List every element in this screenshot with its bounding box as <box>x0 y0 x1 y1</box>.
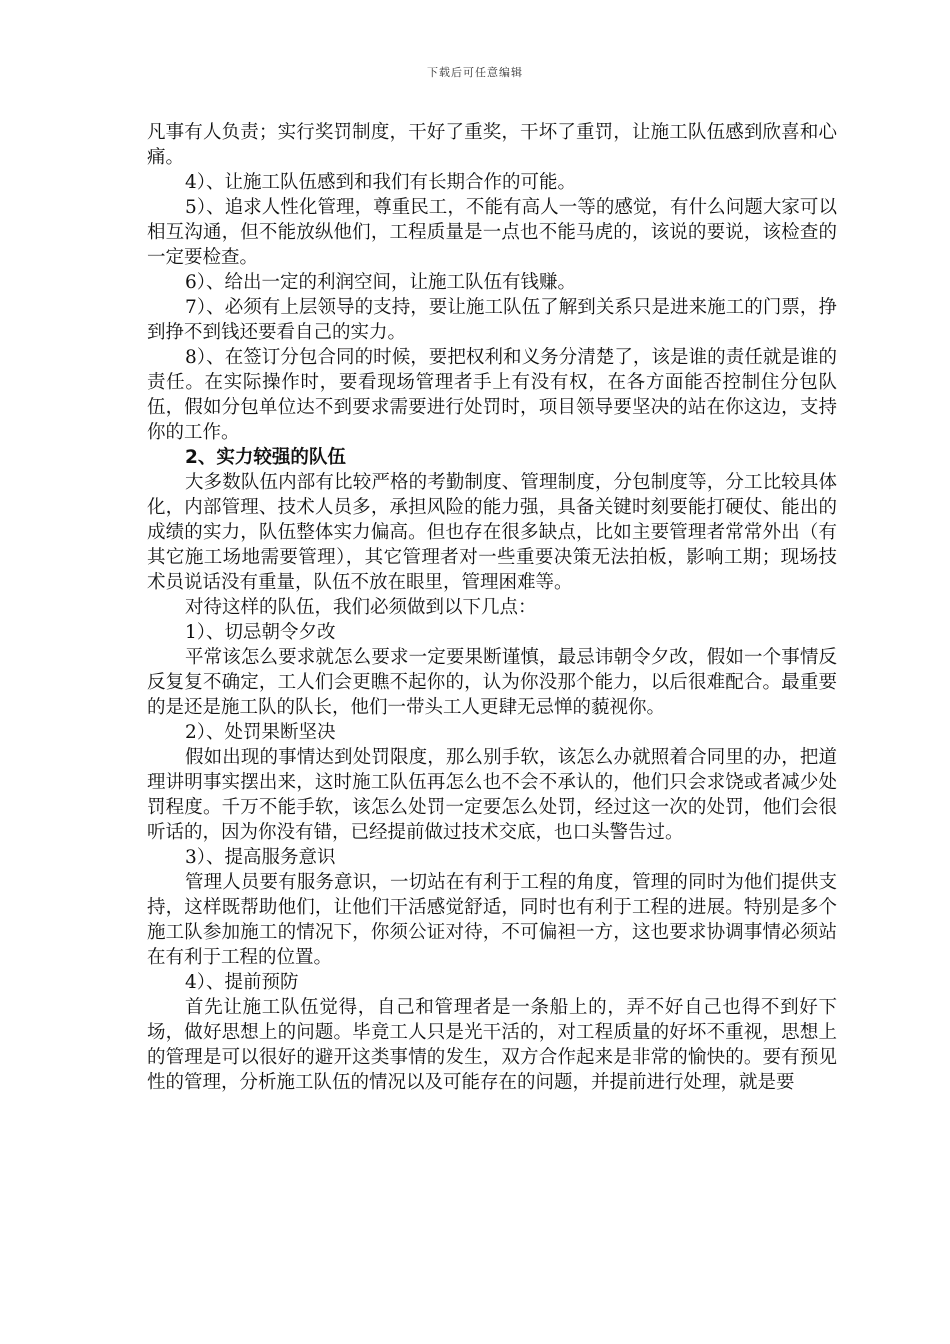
subheading: 2）、处罚果断坚决 <box>185 722 336 743</box>
paragraph: 4）、让施工队伍感到和我们有长期合作的可能。 <box>185 172 577 193</box>
paragraph: 8）、在签订分包合同的时候，要把权利和义务分清楚了，该是谁的责任就是谁的责任。在实际操作时，要看现场管理者手上有没有权，在各方面能否控制住分包队伍，假如分包单位达不到要求需要进行处罚时，项目领导要坚决的站在你这边，支持你的工作。 <box>147 347 837 443</box>
paragraph: 大多数队伍内部有比较严格的考勤制度、管理制度，分包制度等，分工比较具体化，内部管理、技术人员多，承担风险的能力强，具备关键时刻要能打硬仗、能出的成绩的实力，队伍整体实力偏高。但也存在很多缺点，比如主要管理者常常外出（有其它施工场地需要管理），其它管理者对一些重要决策无法拍板，影响工期；现场技术员说话没有重量，队伍不放在眼里，管理困难等。 <box>147 472 837 593</box>
paragraph: 首先让施工队伍觉得，自己和管理者是一条船上的，弄不好自己也得不到好下场，做好思想上的问题。毕竟工人只是光干活的，对工程质量的好坏不重视，思想上的管理是可以很好的避开这类事情的发生，双方合作起来是非常的愉快的。要有预见性的管理，分析施工队伍的情况以及可能存在的问题，并提前进行处理，就是要 <box>147 997 837 1093</box>
paragraph: 5）、追求人性化管理，尊重民工，不能有高人一等的感觉，有什么问题大家可以相互沟通，但不能放纵他们，工程质量是一点也不能马虎的，该说的要说，该检查的一定要检查。 <box>147 197 837 268</box>
paragraph: 管理人员要有服务意识，一切站在有利于工程的角度，管理的同时为他们提供支持，这样既帮助他们，让他们干活感觉舒适，同时也有利于工程的进展。特别是多个施工队参加施工的情况下，你须公证对待，不可偏袒一方，这也要求协调事情必须站在有利于工程的位置。 <box>147 872 837 968</box>
paragraph: 6）、给出一定的利润空间，让施工队伍有钱赚。 <box>185 272 577 293</box>
paragraph: 假如出现的事情达到处罚限度，那么别手软，该怎么办就照着合同里的办，把道理讲明事实摆出来，这时施工队伍再怎么也不会不承认的，他们只会求饶或者减少处罚程度。千万不能手软，该怎么处罚一定要怎么处罚，经过这一次的处罚，他们会很听话的，因为你没有错，已经提前做过技术交底，也口头警告过。 <box>147 747 837 843</box>
paragraph: 平常该怎么要求就怎么要求一定要果断谨慎，最忌讳朝令夕改，假如一个事情反反复复不确定，工人们会更瞧不起你的，认为你没那个能力，以后很难配合。最重要的是还是施工队的队长，他们一带头工人更肆无忌惮的藐视你。 <box>147 647 837 718</box>
subheading: 4）、提前预防 <box>185 972 299 993</box>
section-heading: 2、实力较强的队伍 <box>185 447 346 468</box>
subheading: 1）、切忌朝令夕改 <box>185 622 336 643</box>
page-header: 下载后可任意编辑 <box>427 66 523 79</box>
paragraph: 对待这样的队伍，我们必须做到以下几点： <box>185 597 537 618</box>
paragraph: 凡事有人负责；实行奖罚制度，干好了重奖，干坏了重罚，让施工队伍感到欣喜和心痛。 <box>147 122 837 168</box>
paragraph: 7）、必须有上层领导的支持，要让施工队伍了解到关系只是进来施工的门票，挣到挣不到钱还要看自己的实力。 <box>147 297 837 343</box>
subheading: 3）、提高服务意识 <box>185 847 336 868</box>
document-body <box>147 120 837 1095</box>
